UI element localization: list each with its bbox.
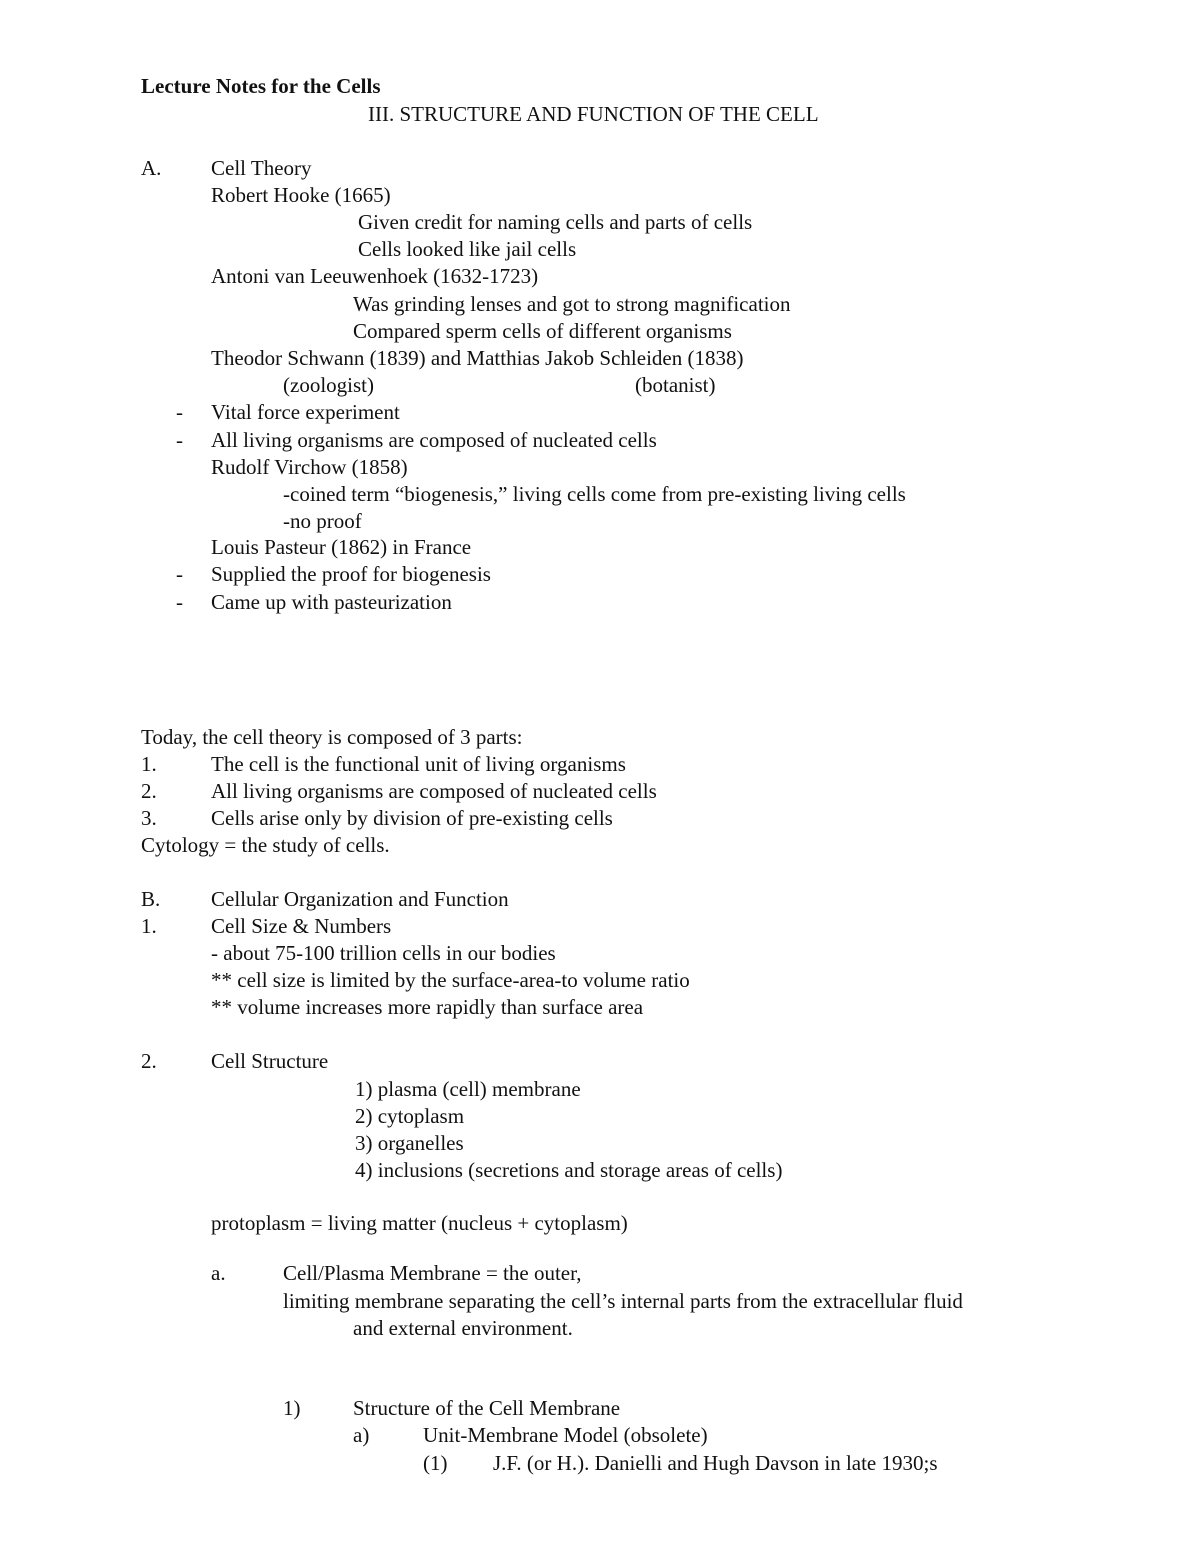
structure-item: 3) organelles: [355, 1131, 464, 1155]
bullet-dash: -: [176, 428, 183, 452]
section-title: III. STRUCTURE AND FUNCTION OF THE CELL: [368, 102, 819, 126]
list-item-number: 1.: [141, 752, 157, 776]
vital-force-line: Vital force experiment: [211, 400, 400, 424]
schwann-line: Theodor Schwann (1839) and Matthias Jakob Schleiden (1838): [211, 346, 744, 370]
cell-structure-number: 2.: [141, 1049, 157, 1073]
model-title: Unit-Membrane Model (obsolete): [423, 1423, 708, 1447]
list-item-number: 3.: [141, 806, 157, 830]
cell-size-note-3: ** volume increases more rapidly than surface area: [211, 995, 644, 1019]
membrane-description-cont: and external environment.: [353, 1316, 573, 1340]
pasteur-note-2: Came up with pasteurization: [211, 590, 452, 614]
model-item-text: J.F. (or H.). Danielli and Hugh Davson in late 1930;s: [493, 1451, 938, 1475]
virchow-note-1: -coined term “biogenesis,” living cells come from pre-existing living cells: [283, 482, 906, 506]
zoologist-label: (zoologist): [283, 373, 374, 397]
cell-theory-title: Cell Theory: [211, 156, 312, 180]
cell-size-note-2: ** cell size is limited by the surface-area-to volume ratio: [211, 968, 690, 992]
cell-size-note-1: - about 75-100 trillion cells in our bodies: [211, 941, 556, 965]
hooke-line: Robert Hooke (1665): [211, 183, 391, 207]
protoplasm-definition: protoplasm = living matter (nucleus + cytoplasm): [211, 1211, 628, 1235]
virchow-line: Rudolf Virchow (1858): [211, 455, 408, 479]
hooke-note-1: Given credit for naming cells and parts of cells: [358, 210, 753, 234]
structure-item: 2) cytoplasm: [355, 1104, 465, 1128]
subsection-number: 1): [283, 1396, 301, 1420]
membrane-marker: a.: [211, 1261, 226, 1285]
membrane-title: Cell/Plasma Membrane = the outer,: [283, 1261, 582, 1285]
bullet-dash: -: [176, 400, 183, 424]
list-item-text: All living organisms are composed of nucleated cells: [211, 779, 657, 803]
bullet-dash: -: [176, 590, 183, 614]
virchow-note-2: -no proof: [283, 509, 362, 533]
cytology-definition: Cytology = the study of cells.: [141, 833, 390, 857]
model-marker: a): [353, 1423, 370, 1447]
document-heading: Lecture Notes for the Cells: [141, 74, 381, 98]
botanist-label: (botanist): [635, 373, 716, 397]
cell-theory-intro: Today, the cell theory is composed of 3 parts:: [141, 725, 523, 749]
section-a-marker: A.: [141, 156, 162, 180]
cell-size-number: 1.: [141, 914, 157, 938]
hooke-note-2: Cells looked like jail cells: [358, 237, 577, 261]
model-item-number: (1): [423, 1451, 448, 1475]
subsection-title: Structure of the Cell Membrane: [353, 1396, 621, 1420]
all-living-line: All living organisms are composed of nucleated cells: [211, 428, 657, 452]
section-b-title: Cellular Organization and Function: [211, 887, 509, 911]
list-item-text: The cell is the functional unit of living organisms: [211, 752, 626, 776]
leeuwenhoek-note-1: Was grinding lenses and got to strong magnification: [353, 292, 791, 316]
section-b-marker: B.: [141, 887, 161, 911]
membrane-description: limiting membrane separating the cell’s internal parts from the extracellular fluid: [283, 1289, 963, 1313]
pasteur-line: Louis Pasteur (1862) in France: [211, 535, 472, 559]
leeuwenhoek-line: Antoni van Leeuwenhoek (1632-1723): [211, 264, 539, 288]
structure-item: 1) plasma (cell) membrane: [355, 1077, 581, 1101]
cell-structure-title: Cell Structure: [211, 1049, 329, 1073]
list-item-text: Cells arise only by division of pre-existing cells: [211, 806, 613, 830]
cell-size-title: Cell Size & Numbers: [211, 914, 392, 938]
structure-item: 4) inclusions (secretions and storage areas of cells): [355, 1158, 783, 1182]
list-item-number: 2.: [141, 779, 157, 803]
leeuwenhoek-note-2: Compared sperm cells of different organisms: [353, 319, 732, 343]
pasteur-note-1: Supplied the proof for biogenesis: [211, 562, 491, 586]
bullet-dash: -: [176, 562, 183, 586]
